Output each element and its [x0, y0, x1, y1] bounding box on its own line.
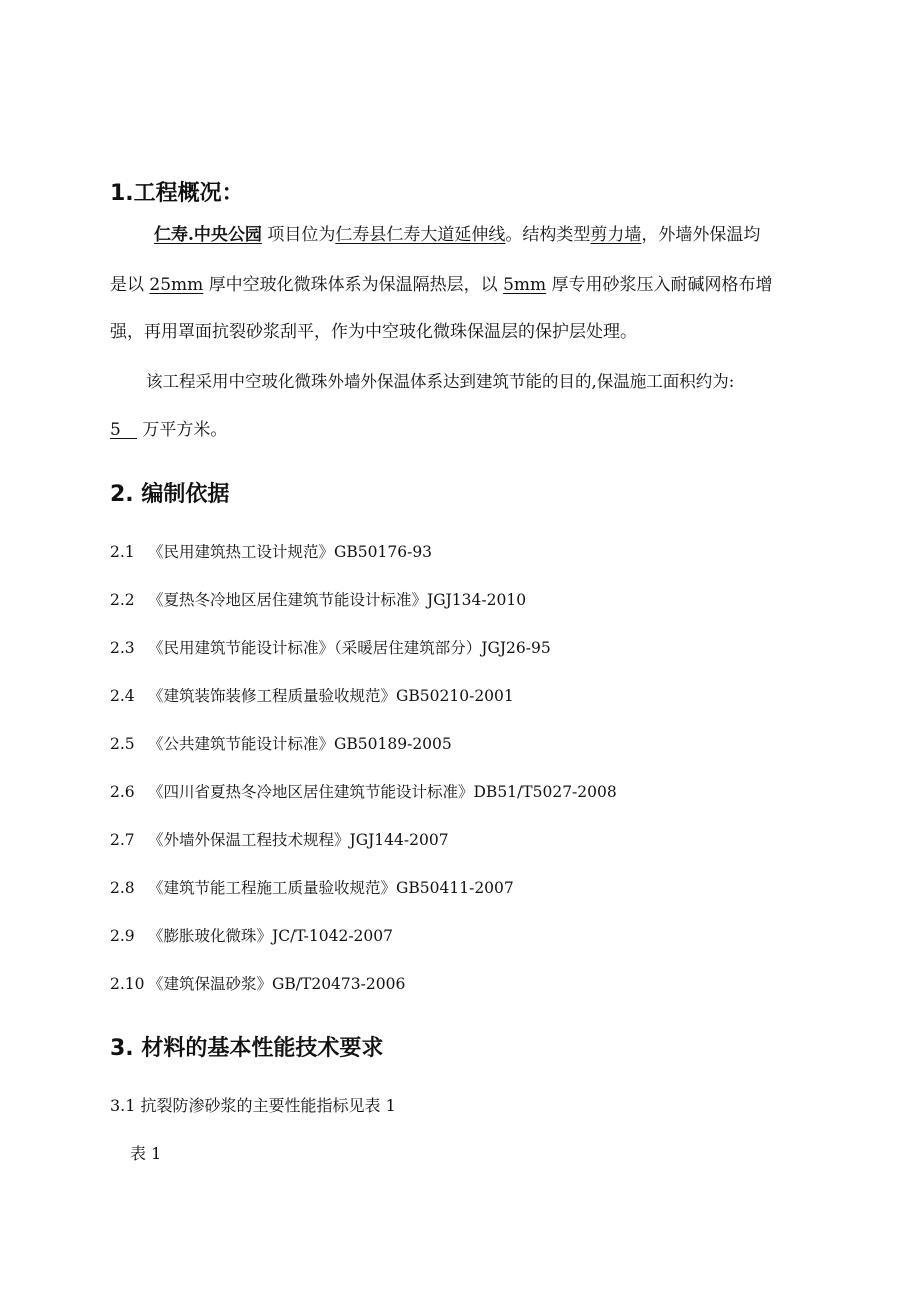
overview-line-2: 是以 25mm 厚中空玻化微珠体系为保温隔热层，以 5mm 厚专用砂浆压入耐碱网格布增: [110, 275, 773, 295]
reference-item: 2.4 《建筑装饰装修工程质量验收规范》GB50210-2001: [110, 687, 514, 705]
area-line-1: 该工程采用中空玻化微珠外墙外保温体系达到建筑节能的目的,保温施工面积约为:: [146, 372, 735, 391]
area-value: 5: [110, 420, 138, 440]
insulation-thickness: 25mm: [149, 275, 204, 295]
reference-item: 2.5 《公共建筑节能设计标准》GB50189-2005: [110, 735, 452, 753]
structure-type: 剪力墙: [590, 225, 642, 245]
reference-item: 2.2 《夏热冬冷地区居住建筑节能设计标准》JGJ134-2010: [110, 591, 527, 609]
area-line-2: 5 万平方米。: [110, 420, 228, 440]
project-location: 仁寿县仁寿大道延伸线: [335, 225, 506, 245]
reference-item: 2.6 《四川省夏热冬冷地区居住建筑节能设计标准》DB51/T5027-2008: [110, 783, 617, 801]
reference-item: 2.10 《建筑保温砂浆》GB/T20473-2006: [110, 975, 406, 993]
reference-item: 2.3 《民用建筑节能设计标准》（采暖居住建筑部分）JGJ26-95: [110, 639, 551, 657]
reference-item: 2.9 《膨胀玻化微珠》JC/T-1042-2007: [110, 927, 394, 945]
overview-line-3: 强，再用罩面抗裂砂浆刮平，作为中空玻化微珠保温层的保护层处理。: [110, 322, 637, 342]
reference-item: 2.7 《外墙外保温工程技术规程》JGJ144-2007: [110, 831, 449, 849]
reference-item: 2.1 《民用建筑热工设计规范》GB50176-93: [110, 543, 433, 561]
section-1-heading: 1.工程概况：: [110, 181, 244, 206]
reference-item: 2.8 《建筑节能工程施工质量验收规范》GB50411-2007: [110, 879, 514, 897]
overview-line-1: 仁寿.中央公园 项目位为仁寿县仁寿大道延伸线。结构类型剪力墙，外墙外保温均: [154, 225, 761, 245]
subsection-3-1: 3.1 抗裂防渗砂浆的主要性能指标见表 1: [110, 1096, 396, 1115]
project-name: 仁寿.中央公园: [154, 225, 262, 245]
section-3-heading: 3. 材料的基本性能技术要求: [110, 1036, 384, 1061]
section-2-heading: 2. 编制依据: [110, 482, 230, 507]
table-caption: 表 1: [130, 1144, 162, 1163]
mortar-thickness: 5mm: [503, 275, 547, 295]
